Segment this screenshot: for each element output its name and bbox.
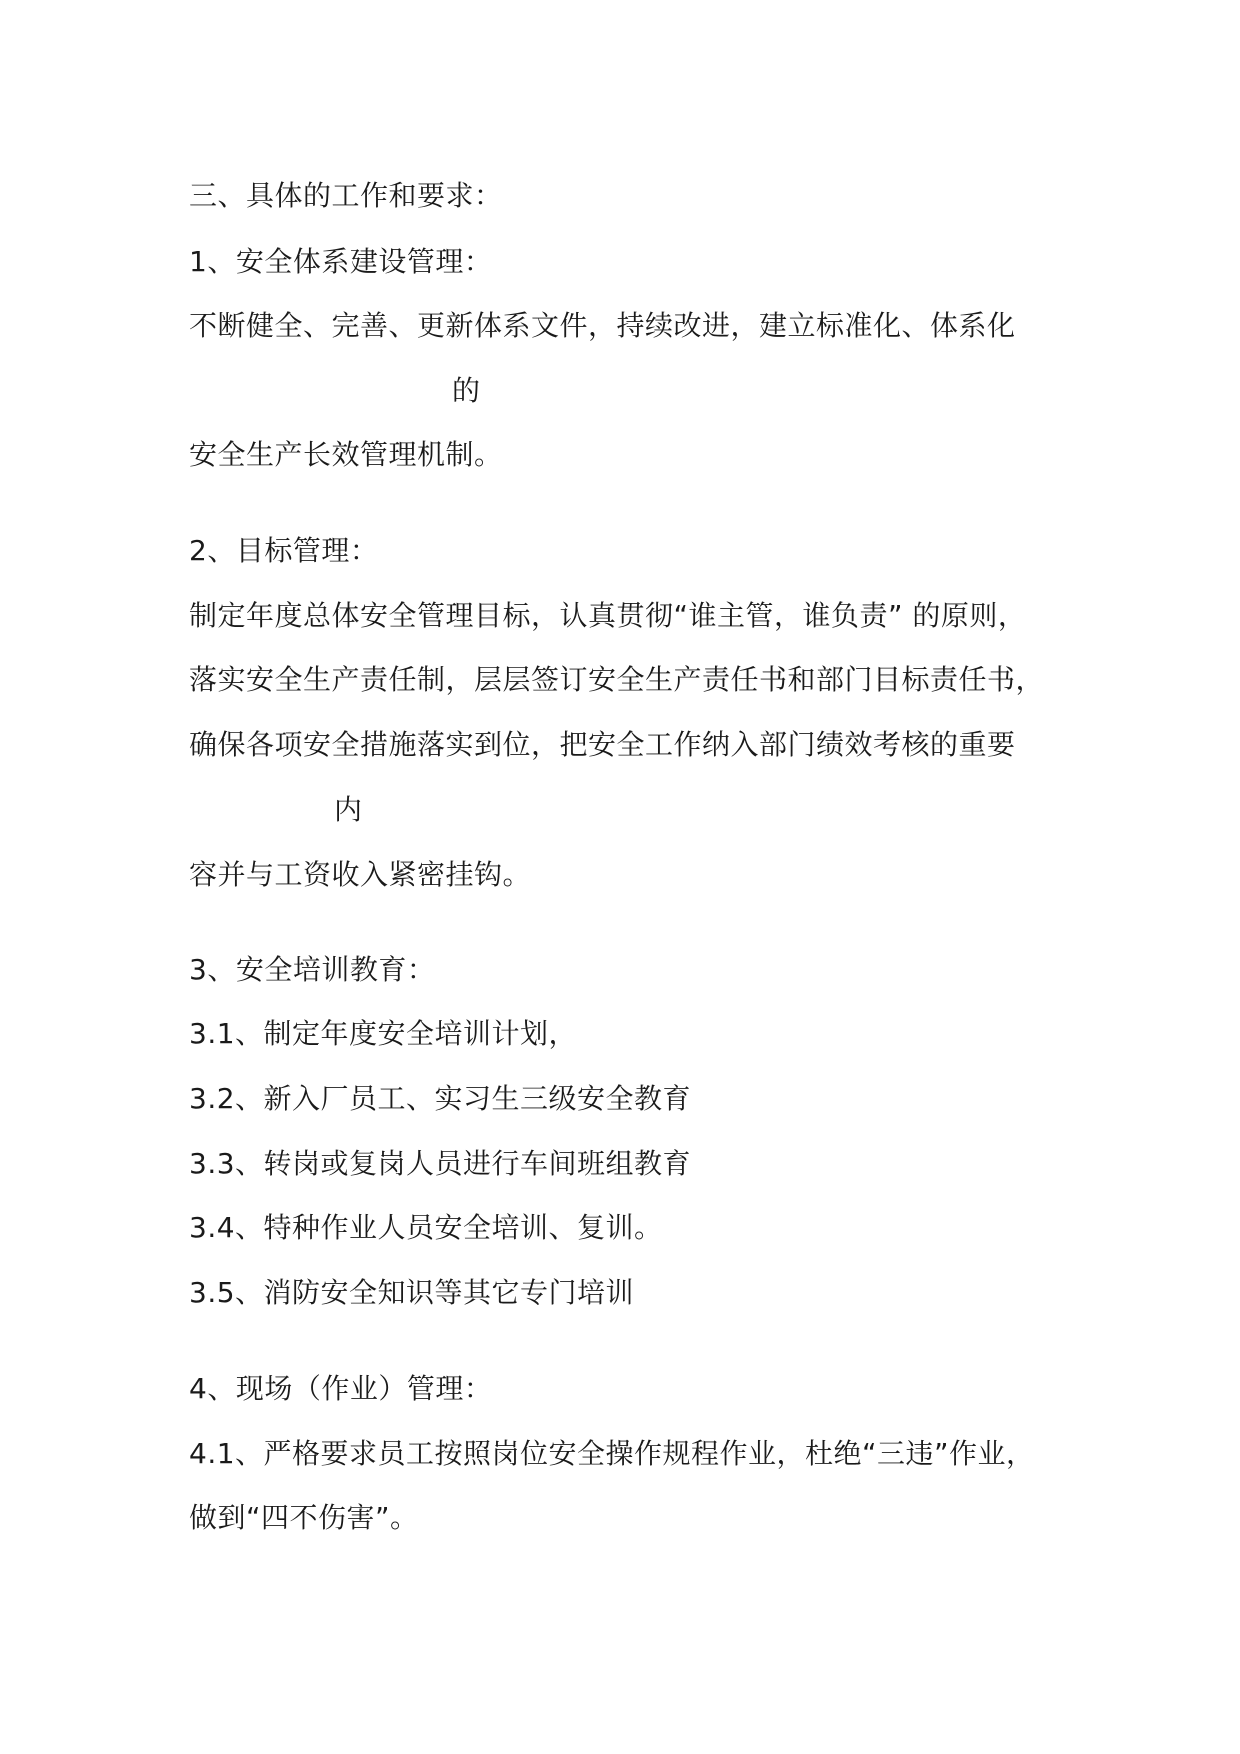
paragraph-line: 安全生产长效管理机制。 xyxy=(189,438,503,471)
paragraph-line: 的 xyxy=(452,374,481,407)
section-title-4: 4、现场（作业）管理： xyxy=(189,1372,493,1405)
list-item: 3.1、制定年度安全培训计划， xyxy=(189,1017,578,1050)
paragraph-line: 内 xyxy=(334,793,363,826)
list-item: 做到“四不伤害”。 xyxy=(189,1501,419,1534)
paragraph-line: 制定年度总体安全管理目标，认真贯彻“谁主管，谁负责” 的原则， xyxy=(189,599,1027,632)
section-title-1: 1、安全体系建设管理： xyxy=(189,245,493,278)
section-heading: 三、具体的工作和要求： xyxy=(189,179,503,212)
paragraph-line: 落实安全生产责任制，层层签订安全生产责任书和部门目标责任书， xyxy=(189,663,1045,696)
list-item: 3.2、新入厂员工、实习生三级安全教育 xyxy=(189,1082,692,1115)
paragraph-line: 容并与工资收入紧密挂钩。 xyxy=(189,858,532,891)
list-item: 3.3、转岗或复岗人员进行车间班组教育 xyxy=(189,1147,692,1180)
section-title-2: 2、目标管理： xyxy=(189,534,379,567)
list-item: 4.1、严格要求员工按照岗位安全操作规程作业，杜绝“三违”作业， xyxy=(189,1437,1035,1470)
list-item: 3.5、消防安全知识等其它专门培训 xyxy=(189,1276,635,1309)
paragraph-line: 不断健全、完善、更新体系文件，持续改进，建立标准化、体系化 xyxy=(189,309,1016,342)
list-item: 3.4、特种作业人员安全培训、复训。 xyxy=(189,1211,663,1244)
section-title-3: 3、安全培训教育： xyxy=(189,953,436,986)
paragraph-line: 确保各项安全措施落实到位，把安全工作纳入部门绩效考核的重要 xyxy=(189,728,1016,761)
